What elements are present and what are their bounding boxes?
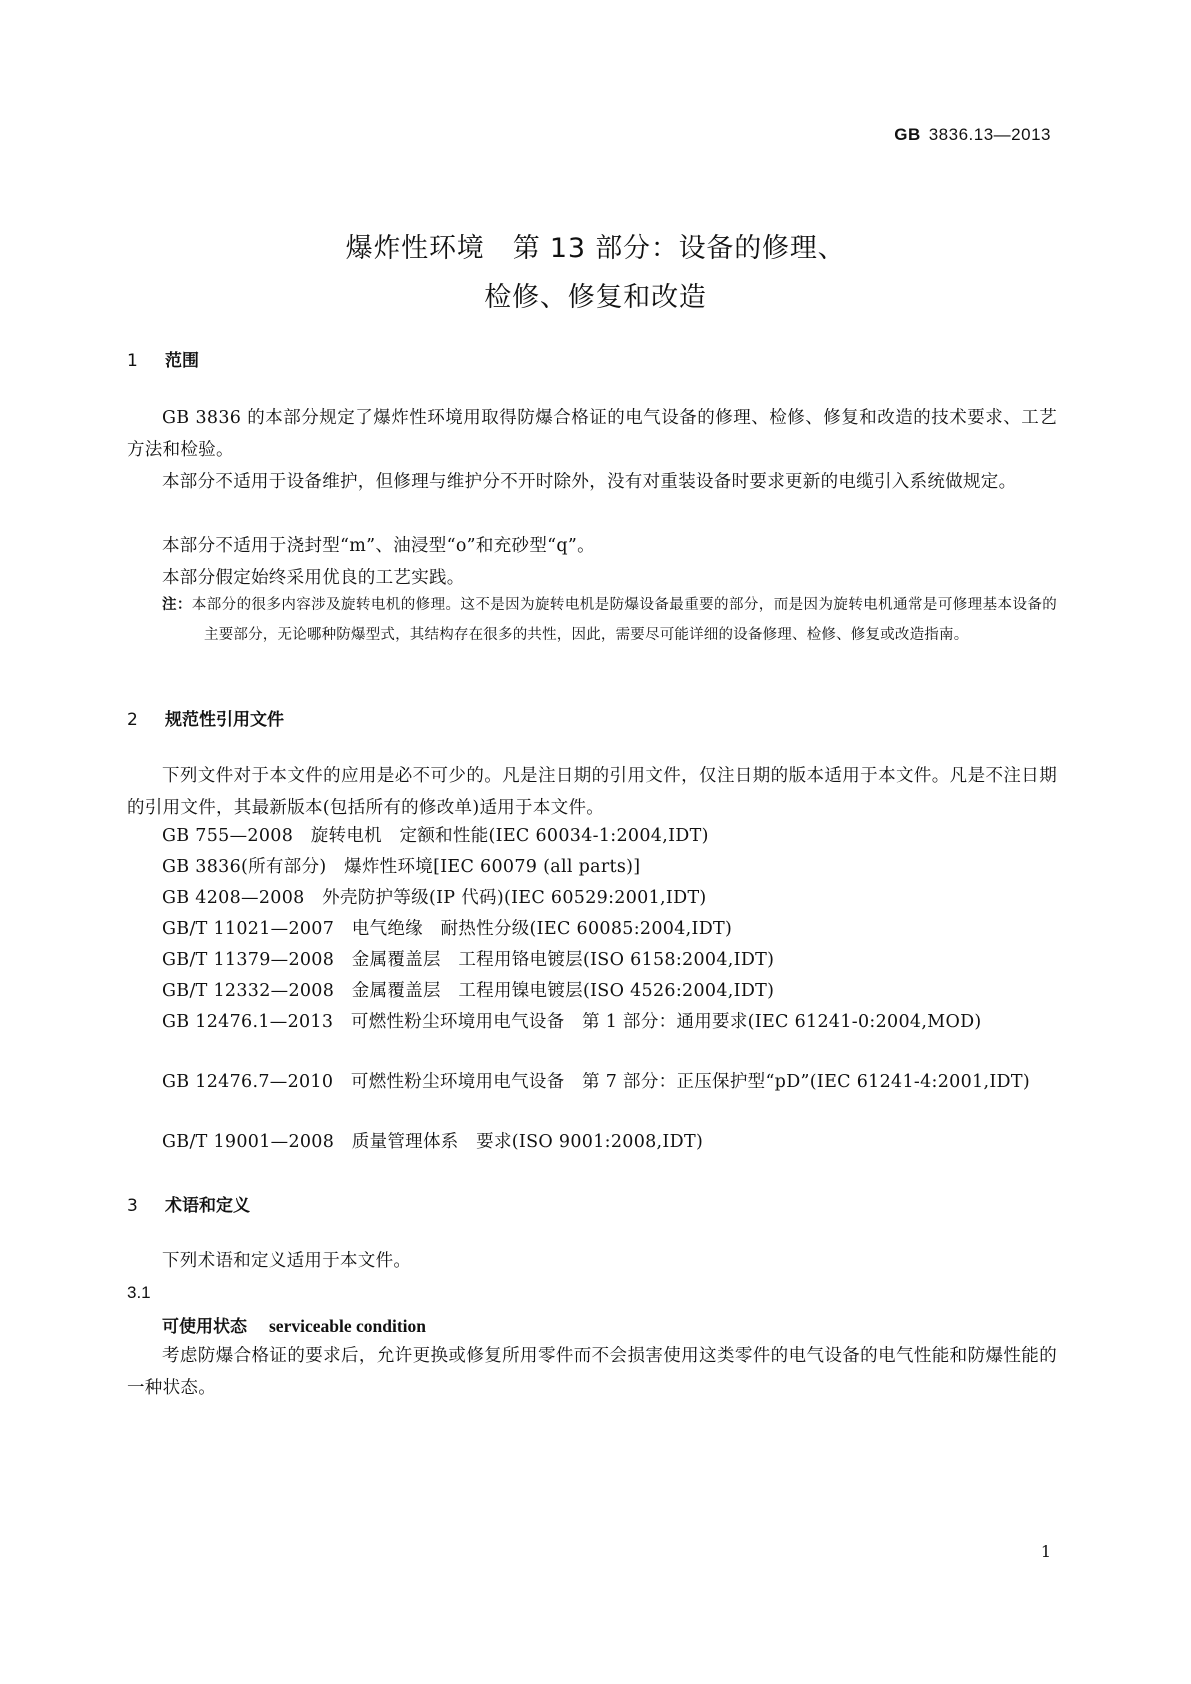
section-2-intro: 下列文件对于本文件的应用是必不可少的。凡是注日期的引用文件，仅注日期的版本适用于本文件。凡是不注日期的引用文件，其最新版本(包括所有的修改单)适用于本文件。 (127, 766, 1057, 818)
reference-item: GB/T 12332—2008 金属覆盖层 工程用镍电镀层(ISO 4526:2004,IDT) (162, 981, 775, 1001)
note-text: 本部分的很多内容涉及旋转电机的修理。这不是因为旋转电机是防爆设备最重要的部分，而是因为旋转电机通常是可修理基本设备的主要部分，无论哪种防爆型式，其结构存在很多的共性，因此，需要尽可能详细的设备修理、检修、修复或改造指南。 (191, 597, 1057, 643)
page-number: 1 (1040, 1542, 1051, 1561)
title-line-1: 爆炸性环境 第 13 部分：设备的修理、 (345, 233, 846, 264)
reference-item: GB/T 19001—2008 质量管理体系 要求(ISO 9001:2008,IDT) (162, 1132, 704, 1152)
section-1-number: 1 (127, 351, 138, 371)
section-1-heading (127, 346, 199, 371)
reference-item: GB 12476.1—2013 可燃性粉尘环境用电气设备 第 1 部分：通用要求(IEC 61241-0:2004,MOD) (162, 1012, 982, 1032)
reference-item: GB/T 11379—2008 金属覆盖层 工程用铬电镀层(ISO 6158:2004,IDT) (162, 950, 775, 970)
standard-code (894, 125, 1051, 145)
standard-number: 3836.13—2013 (928, 125, 1051, 144)
reference-item: GB 3836(所有部分) 爆炸性环境[IEC 60079 (all parts)] (162, 857, 641, 877)
section-1-note (162, 590, 1057, 650)
document-title (0, 224, 1191, 322)
section-1-para-2: 本部分不适用于设备维护，但修理与维护分不开时除外，没有对重装设备时要求更新的电缆引入系统做规定。 (162, 472, 1017, 492)
section-1-para-3: 本部分不适用于浇封型“m”、油浸型“o”和充砂型“q”。 (162, 536, 595, 556)
reference-item: GB 12476.7—2010 可燃性粉尘环境用电气设备 第 7 部分：正压保护型“pD”(IEC 61241-4:2001,IDT) (162, 1072, 1030, 1092)
section-1-para-1: GB 3836 的本部分规定了爆炸性环境用取得防爆合格证的电气设备的修理、检修、修复和改造的技术要求、工艺方法和检验。 (127, 408, 1057, 460)
term-english: serviceable condition (269, 1316, 426, 1336)
section-1-title: 范围 (165, 351, 199, 371)
section-2-number: 2 (127, 710, 138, 730)
reference-item: GB/T 11021—2007 电气绝缘 耐热性分级(IEC 60085:2004,IDT) (162, 919, 733, 939)
standard-prefix: GB (894, 125, 921, 144)
section-3-number: 3 (127, 1196, 138, 1216)
term-number: 3.1 (127, 1283, 151, 1302)
section-3-intro: 下列术语和定义适用于本文件。 (162, 1251, 412, 1271)
section-2-title: 规范性引用文件 (165, 710, 284, 730)
note-label: 注： (162, 597, 192, 613)
section-3-title: 术语和定义 (165, 1196, 250, 1216)
section-2-heading (127, 705, 284, 730)
title-line-2: 检修、修复和改造 (484, 282, 707, 313)
reference-item: GB 4208—2008 外壳防护等级(IP 代码)(IEC 60529:2001,IDT) (162, 888, 707, 908)
term-definition: 考虑防爆合格证的要求后，允许更换或修复所用零件而不会损害使用这类零件的电气设备的电气性能和防爆性能的一种状态。 (127, 1346, 1057, 1398)
reference-item: GB 755—2008 旋转电机 定额和性能(IEC 60034-1:2004,IDT) (162, 826, 709, 846)
section-1-para-4: 本部分假定始终采用优良的工艺实践。 (162, 568, 465, 588)
section-3-heading (127, 1191, 250, 1216)
term-chinese: 可使用状态 (162, 1317, 247, 1337)
term-title (162, 1312, 426, 1337)
